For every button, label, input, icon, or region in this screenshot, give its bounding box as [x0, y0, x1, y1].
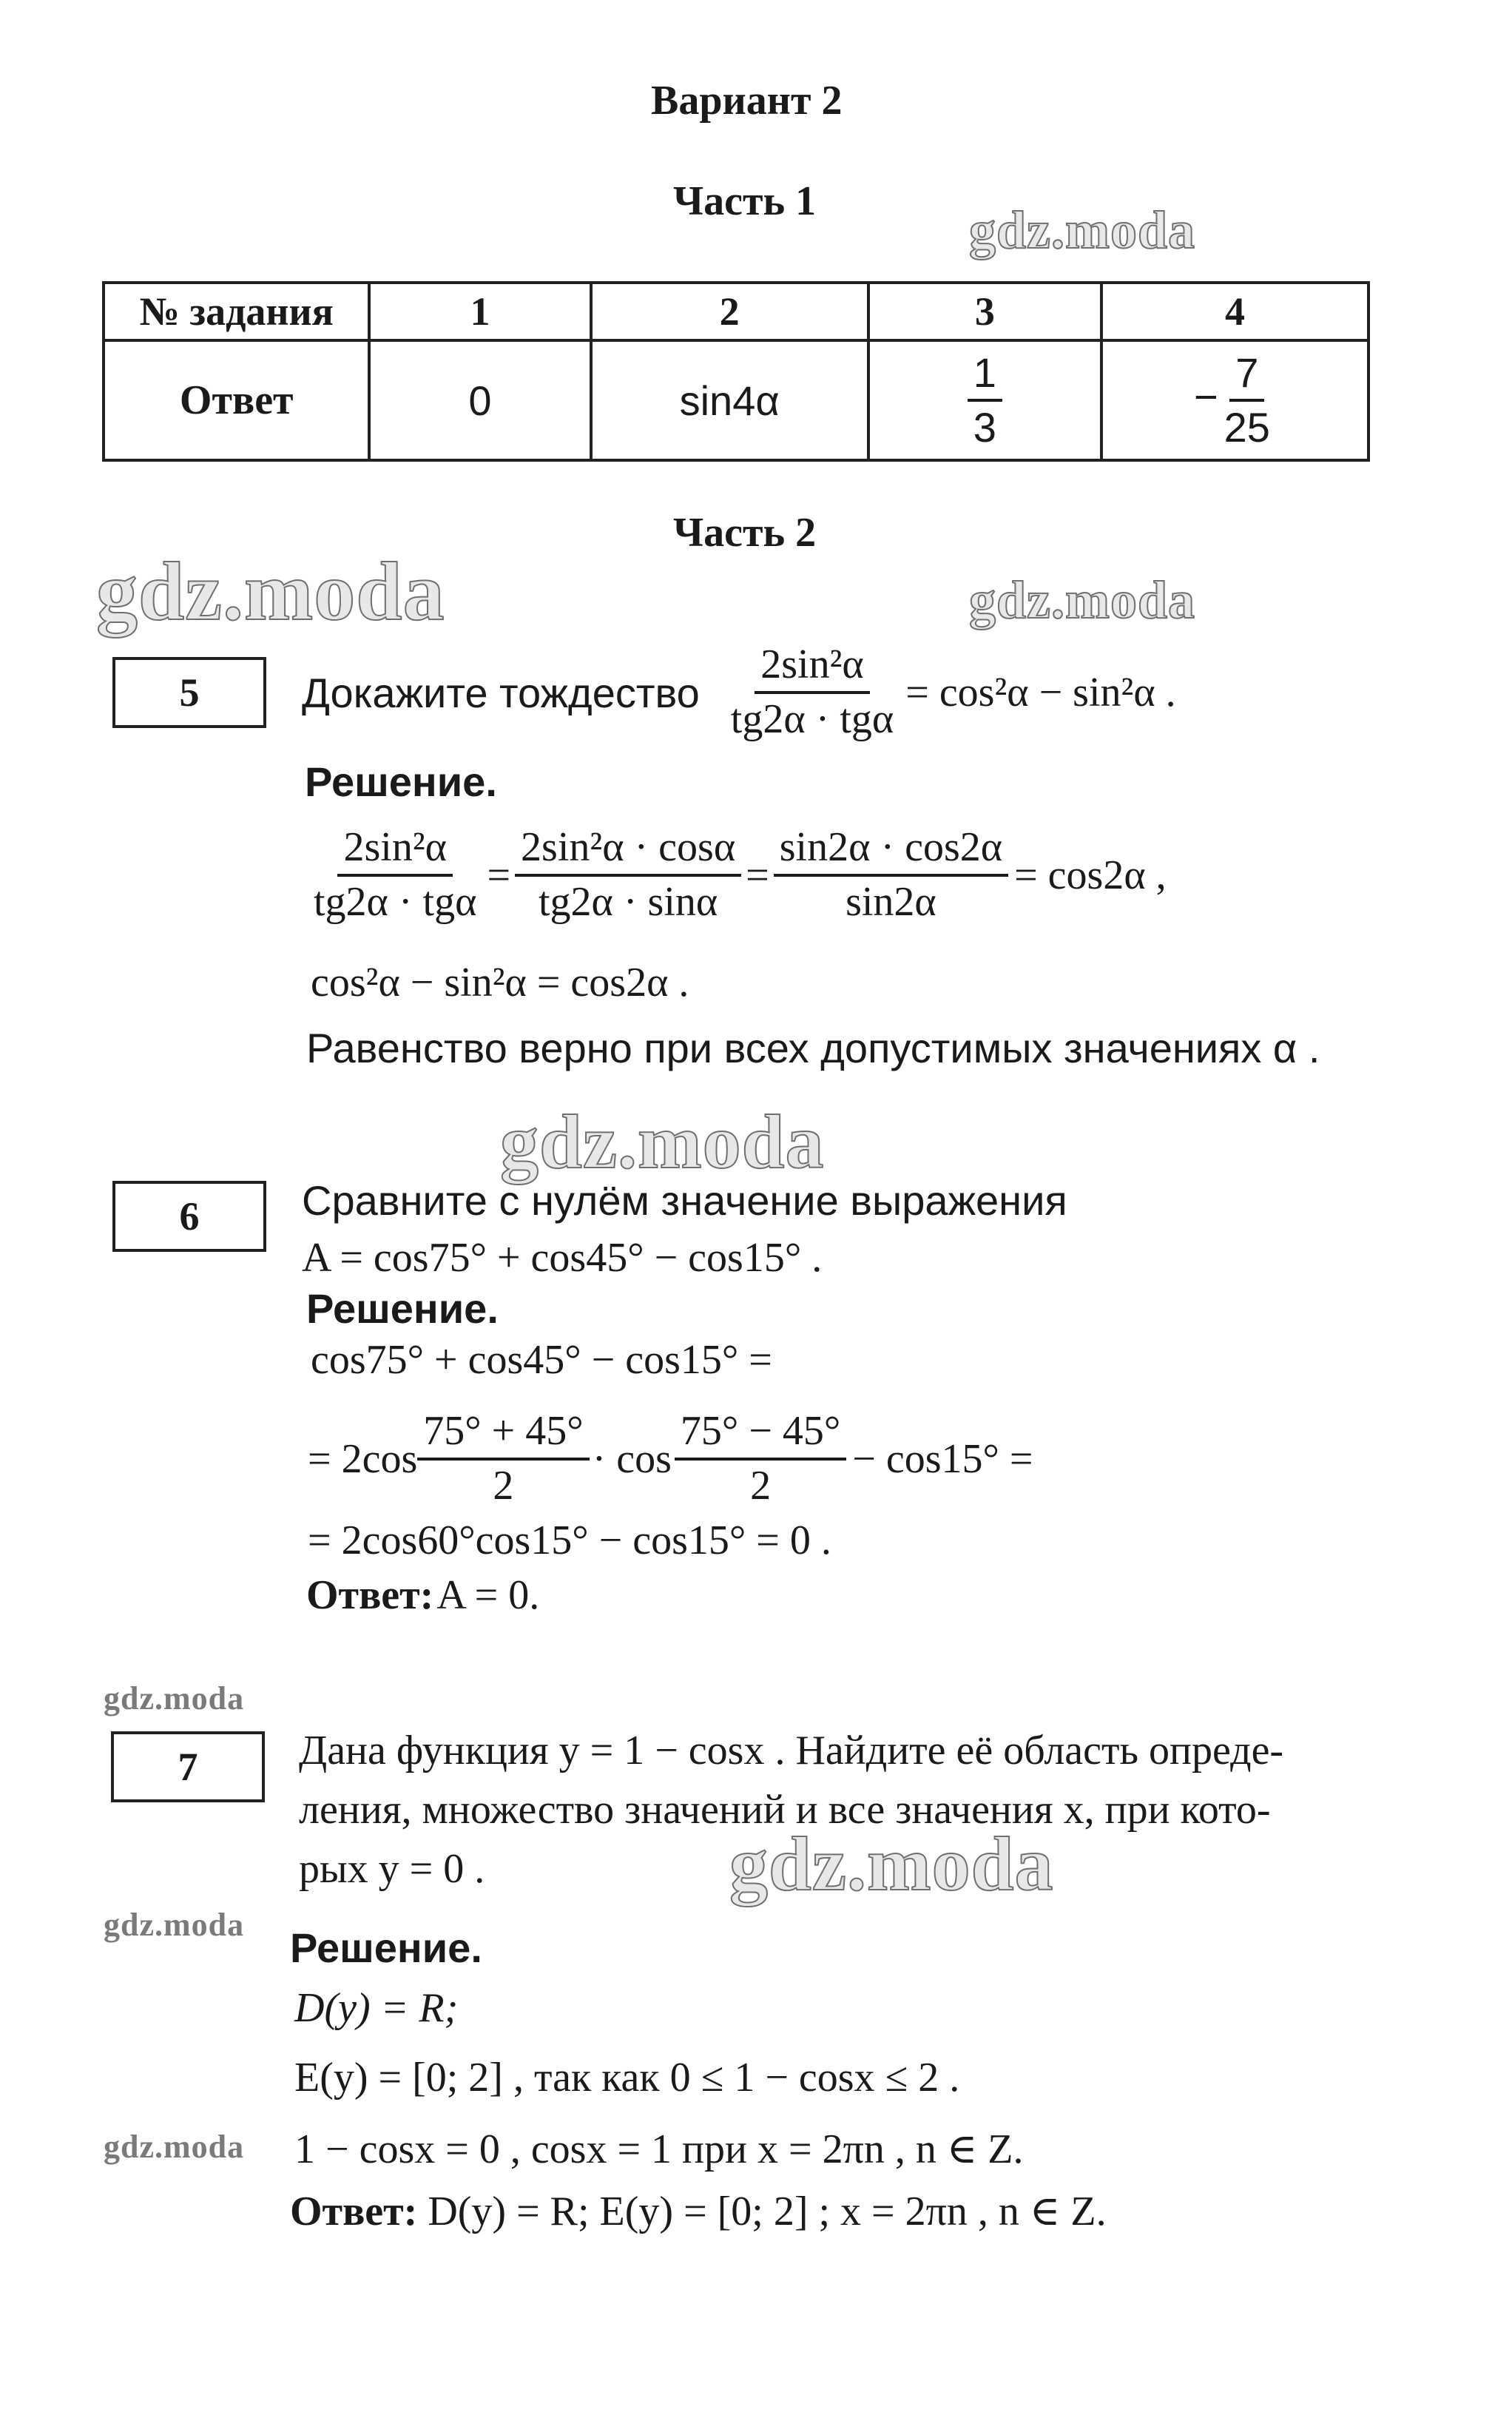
task5-solution-label: Решение.: [305, 758, 497, 805]
fraction-denominator: sin2α: [846, 879, 936, 925]
fraction-denominator: tg2α · tgα: [730, 696, 894, 742]
task7-statement-line2: ления, множество значений и все значения x, при кото-: [299, 1787, 1271, 1833]
watermark: gdz.moda: [104, 1907, 245, 1943]
fraction: [308, 825, 482, 925]
task5-step2: cos²α − sin²α = cos2α .: [311, 960, 689, 1005]
fraction: [675, 1409, 846, 1509]
task7-step3: 1 − cosx = 0 , cosx = 1 при x = 2πn , n ∈ Z.: [294, 2126, 1024, 2172]
task-number-cell: 4: [1101, 283, 1368, 340]
answer-value: D(y) = R; E(y) = [0; 2] ; x = 2πn , n ∈ Z.: [428, 2189, 1107, 2234]
watermark: gdz.moda: [104, 2129, 245, 2165]
step-prefix: = 2cos: [308, 1436, 418, 1482]
task7-statement-line3: рых y = 0 .: [299, 1846, 485, 1892]
task6-answer: [306, 1571, 539, 1619]
answer-label: Ответ:: [306, 1572, 434, 1618]
fraction-numerator: 2sin²α · cosα: [515, 825, 741, 877]
table-header-row: [104, 283, 1368, 340]
fraction-denominator: 2: [750, 1463, 772, 1509]
fraction-denominator: 3: [973, 404, 996, 451]
fraction: [774, 825, 1008, 925]
identity-rhs: = cos²α − sin²α .: [905, 670, 1176, 715]
fraction-numerator: sin2α · cos2α: [774, 825, 1008, 877]
task7-number-box: 7: [111, 1731, 265, 1802]
task6-number-box: 6: [112, 1181, 266, 1252]
part2-title: Часть 2: [673, 510, 817, 556]
watermark: gdz.moda: [104, 1680, 245, 1717]
answer-label: Ответ: [104, 340, 369, 460]
fraction: [515, 825, 741, 925]
fraction-denominator: 2: [493, 1463, 514, 1509]
task-number-cell: 3: [868, 283, 1101, 340]
watermark: gdz.moda: [729, 1822, 1054, 1907]
task5-step1: $\frac{\text{2sin²α}}{\text{tg2α · tgα}}$ = $\frac{\text{2sin²α · cosα}}{tg2\alpha \cdot \sin\alpha}$ = $\frac{\sin 2\alpha \cdot \cos 2\alpha}{\sin 2\alpha}$ = cos2α ,: [308, 812, 1167, 938]
watermark: gdz.moda: [500, 1099, 825, 1185]
part1-title: Часть 1: [673, 178, 817, 224]
task5-conclusion: Равенство верно при всех допустимых значениях α .: [306, 1025, 1320, 1071]
step-result: = cos2α ,: [1014, 852, 1167, 898]
task7-statement-line1: Дана функция y = 1 − cosx . Найдите её область опреде-: [299, 1728, 1284, 1773]
fraction: [1218, 350, 1276, 450]
task7-step1: D(y) = R;: [294, 1985, 459, 2031]
step-suffix: − cos15° =: [852, 1436, 1033, 1482]
task6-statement-line1: Сравните с нулём значение выражения: [302, 1177, 1067, 1224]
task-number-cell: 2: [591, 283, 868, 340]
answer-cell-1: 0: [369, 340, 590, 460]
task5-number-box: 5: [112, 657, 266, 728]
task7-answer: [290, 2187, 1107, 2235]
task-number-cell: 1: [369, 283, 590, 340]
fraction-numerator: 2sin²α: [337, 825, 452, 877]
task6-step3: = 2cos60°cos15° − cos15° = 0 .: [308, 1517, 831, 1563]
fraction-denominator: 25: [1224, 404, 1270, 451]
answer-label: Ответ:: [290, 2189, 418, 2234]
task6-step2: [308, 1400, 1033, 1518]
variant-title: Вариант 2: [651, 78, 843, 124]
fraction-numerator: 1: [968, 350, 1002, 402]
answers-table: [102, 281, 1370, 462]
answer-cell-4: [1101, 340, 1368, 460]
fraction-numerator: 2sin²α: [755, 642, 869, 694]
answer-cell-3: [868, 340, 1101, 460]
fraction-denominator: tg2α · sinα: [538, 879, 718, 925]
watermark: gdz.moda: [96, 546, 445, 638]
table-answer-row: [104, 340, 1368, 460]
fraction: [968, 350, 1002, 450]
answer-cell-2: sin4α: [591, 340, 868, 460]
watermark: gdz.moda: [969, 570, 1196, 630]
fraction-numerator: 75° − 45°: [675, 1409, 846, 1461]
fraction-numerator: 7: [1229, 350, 1264, 402]
fraction: [417, 1409, 589, 1509]
minus-sign: −: [1193, 373, 1218, 420]
task7-solution-label: Решение.: [290, 1924, 482, 1971]
fraction-denominator: tg2α · tgα: [314, 879, 477, 925]
task-number-label: № задания: [104, 283, 369, 340]
step-mid: · cos: [592, 1436, 672, 1482]
statement-text: Докажите тождество: [302, 669, 700, 716]
task7-step2: E(y) = [0; 2] , так как 0 ≤ 1 − cosx ≤ 2 .: [294, 2055, 960, 2101]
fraction-numerator: 75° + 45°: [417, 1409, 589, 1461]
watermark: gdz.moda: [969, 201, 1196, 260]
task6-solution-label: Решение.: [306, 1285, 499, 1332]
task6-statement-line2: A = cos75° + cos45° − cos15° .: [302, 1235, 823, 1281]
task5-statement: [302, 633, 1176, 752]
fraction: [725, 642, 900, 742]
task6-step1: cos75° + cos45° − cos15° =: [311, 1337, 772, 1383]
answer-value: A = 0.: [436, 1572, 540, 1618]
